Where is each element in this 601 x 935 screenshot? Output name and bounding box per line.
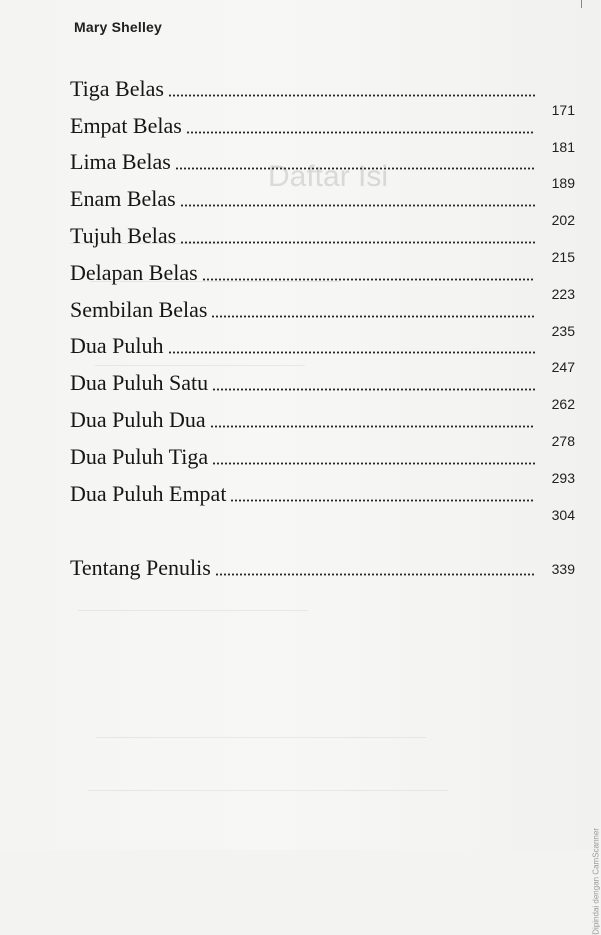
scanner-watermark-text: Dipindai dengan CamScanner bbox=[592, 828, 601, 935]
dot-leader bbox=[168, 351, 536, 354]
toc-entry-title: Dua Puluh Satu bbox=[70, 370, 209, 396]
bleed-through-line bbox=[88, 790, 448, 791]
toc-entry-about-author[interactable] bbox=[70, 550, 575, 587]
dot-leader bbox=[215, 573, 535, 576]
dot-leader bbox=[202, 278, 535, 281]
toc-entry-page-number: 202 bbox=[551, 212, 575, 229]
toc-entry-page-number: 278 bbox=[551, 432, 575, 449]
dot-leader bbox=[211, 315, 535, 318]
toc-entry-page-number: 293 bbox=[551, 469, 575, 486]
toc-entry-title: Empat Belas bbox=[70, 112, 182, 138]
toc-entry[interactable] bbox=[70, 328, 575, 376]
toc-entry-page-number: 171 bbox=[551, 101, 575, 118]
toc-entry[interactable] bbox=[70, 144, 575, 192]
toc-entry-title: Dua Puluh Empat bbox=[70, 480, 227, 506]
bleed-through-line bbox=[96, 737, 426, 738]
dot-leader bbox=[175, 167, 535, 170]
toc-entry-page-number: 223 bbox=[551, 285, 575, 302]
toc-entry-page-number: 181 bbox=[551, 138, 575, 155]
toc-entry-title: Dua Puluh bbox=[70, 333, 164, 359]
section-spacer bbox=[70, 512, 575, 550]
toc-entry-title: Tentang Penulis bbox=[70, 555, 211, 581]
dot-leader bbox=[210, 425, 535, 428]
toc-entry-page-number: 215 bbox=[551, 248, 575, 265]
dot-leader bbox=[230, 499, 535, 502]
toc-entry-title: Delapan Belas bbox=[70, 259, 198, 285]
dot-leader bbox=[180, 241, 535, 244]
toc-entry[interactable] bbox=[70, 180, 575, 229]
toc-entry-title: Dua Puluh Dua bbox=[70, 406, 206, 432]
dot-leader bbox=[180, 204, 535, 207]
toc-entry-title: Sembilan Belas bbox=[70, 296, 208, 322]
toc-entry[interactable] bbox=[70, 291, 575, 339]
toc-entry[interactable] bbox=[70, 107, 575, 155]
toc-entry-title: Enam Belas bbox=[70, 186, 176, 212]
toc-entry[interactable] bbox=[70, 475, 575, 523]
toc-entry[interactable] bbox=[70, 217, 575, 265]
toc-entry-page-number: 247 bbox=[551, 359, 575, 376]
toc-entry[interactable] bbox=[70, 364, 575, 413]
running-header-author: Mary Shelley bbox=[74, 19, 162, 35]
dot-leader bbox=[186, 131, 535, 134]
toc-entry-title: Lima Belas bbox=[70, 149, 171, 175]
dot-leader bbox=[168, 94, 535, 97]
toc-entry-page-number: 262 bbox=[551, 396, 575, 413]
scanner-watermark bbox=[580, 724, 601, 935]
toc-entry[interactable] bbox=[70, 70, 575, 118]
scan-edge-mark bbox=[581, 0, 582, 8]
toc-entry-title: Tujuh Belas bbox=[70, 222, 177, 248]
dot-leader bbox=[212, 388, 535, 391]
table-of-contents bbox=[70, 70, 575, 586]
toc-entry-page-number: 304 bbox=[551, 506, 575, 523]
toc-entry-page-number: 339 bbox=[551, 561, 575, 578]
toc-entry[interactable] bbox=[70, 401, 575, 449]
toc-entry-page-number: 235 bbox=[551, 322, 575, 339]
toc-entry-title: Tiga Belas bbox=[70, 75, 164, 101]
toc-entry[interactable] bbox=[70, 438, 575, 486]
toc-entry-page-number: 189 bbox=[551, 175, 575, 192]
dot-leader bbox=[212, 462, 535, 465]
toc-entry-title: Dua Puluh Tiga bbox=[70, 443, 209, 469]
bleed-through-line bbox=[78, 610, 308, 611]
toc-entry[interactable] bbox=[70, 254, 575, 302]
bleed-through-heading: Daftar Isi bbox=[268, 160, 389, 193]
